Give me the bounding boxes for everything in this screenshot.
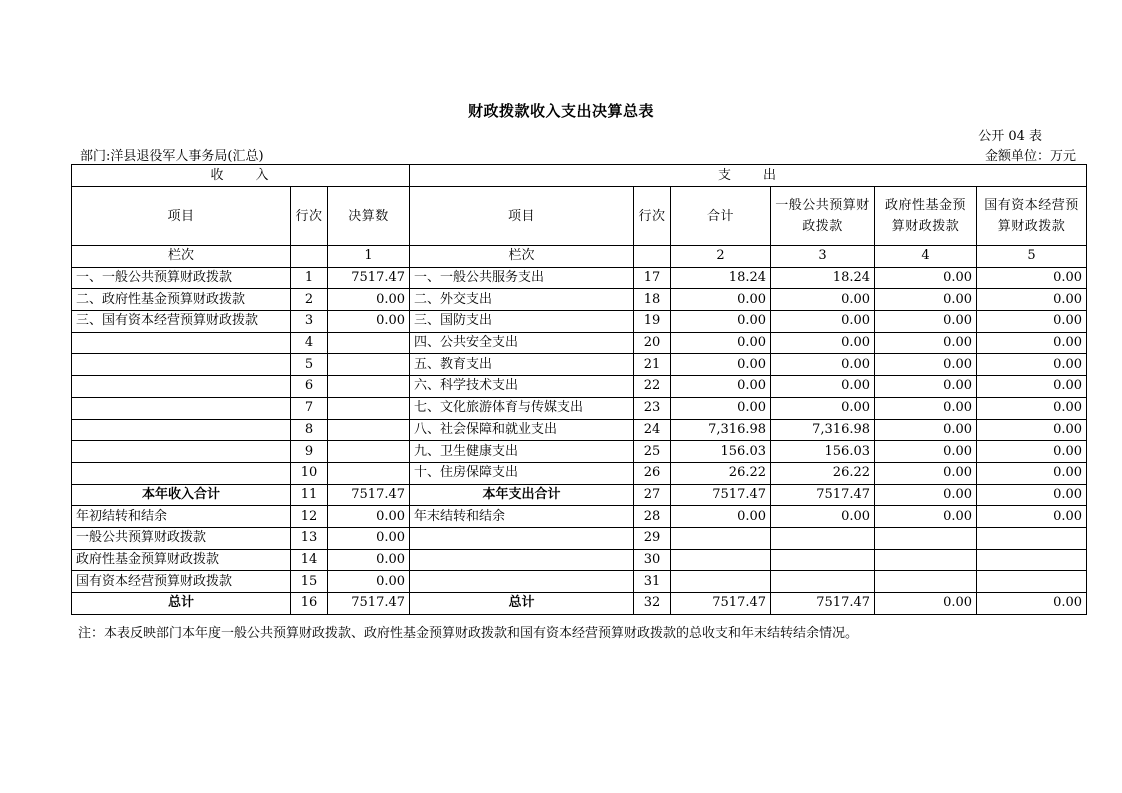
table-row [72,289,1087,311]
expense-line-no-cell: 31 [634,571,671,593]
expense-item-cell: 总计 [410,593,634,615]
total-cell: 0.00 [671,376,771,398]
income-item-cell: 一、一般公共预算财政拨款 [72,267,291,289]
gov-fund-cell: 0.00 [875,441,977,463]
general-budget-cell: 0.00 [771,354,875,376]
table-row [72,419,1087,441]
expense-line-no-header: 行次 [634,187,671,246]
total-cell: 0.00 [671,332,771,354]
income-amount-header: 决算数 [328,187,410,246]
table-row [72,332,1087,354]
expense-section-header: 支 出 [410,165,1087,187]
income-amount-cell [328,332,410,354]
expense-item-cell: 三、国防支出 [410,311,634,333]
expense-item-cell: 一、一般公共服务支出 [410,267,634,289]
expense-line-no-cell: 32 [634,593,671,615]
income-amount-cell [328,419,410,441]
expense-item-cell: 六、科学技术支出 [410,376,634,398]
general-budget-cell: 7,316.98 [771,419,875,441]
gov-fund-cell: 0.00 [875,419,977,441]
form-number: 公开 04 表 [978,129,1042,144]
expense-item-cell: 年末结转和结余 [410,506,634,528]
income-item-cell: 国有资本经营预算财政拨款 [72,571,291,593]
expense-line-no-cell: 24 [634,419,671,441]
income-amount-cell: 0.00 [328,527,410,549]
gov-fund-cell: 0.00 [875,462,977,484]
income-amount-cell [328,462,410,484]
state-capital-cell: 0.00 [977,354,1087,376]
income-line-no-cell: 15 [291,571,328,593]
income-line-no-cell: 10 [291,462,328,484]
total-cell: 7,316.98 [671,419,771,441]
expense-line-no-cell: 30 [634,549,671,571]
income-amount-cell [328,354,410,376]
header-row-columns [72,187,1087,246]
general-budget-cell: 0.00 [771,397,875,419]
state-capital-cell: 0.00 [977,311,1087,333]
income-line-no-cell: 16 [291,593,328,615]
general-budget-cell: 7517.47 [771,593,875,615]
total-cell: 0.00 [671,311,771,333]
gov-fund-cell: 0.00 [875,397,977,419]
gov-fund-cell: 0.00 [875,376,977,398]
gov-fund-cell: 0.00 [875,267,977,289]
gov-fund-cell [875,527,977,549]
unit-label: 金额单位：万元 [984,149,1076,164]
total-cell: 0.00 [671,354,771,376]
total-header: 合计 [671,187,771,246]
income-line-no-header: 行次 [291,187,328,246]
footnote: 注：本表反映部门本年度一般公共预算财政拨款、政府性基金预算财政拨款和国有资本经营预算财政拨款的总收支和年末结转结余情况。 [78,626,859,641]
general-budget-cell: 7517.47 [771,484,875,506]
expense-item-cell [410,527,634,549]
expense-item-cell: 十、住房保障支出 [410,462,634,484]
expense-item-header: 项目 [410,187,634,246]
gov-fund-cell: 0.00 [875,311,977,333]
income-amount-cell: 7517.47 [328,484,410,506]
column-index-row [72,246,1087,268]
total-cell: 156.03 [671,441,771,463]
state-capital-cell [977,571,1087,593]
table-row [72,376,1087,398]
income-item-cell: 二、政府性基金预算财政拨款 [72,289,291,311]
income-line-no-cell: 6 [291,376,328,398]
expense-line-no-cell: 28 [634,506,671,528]
general-budget-cell: 0.00 [771,506,875,528]
table-row [72,549,1087,571]
general-budget-cell: 156.03 [771,441,875,463]
total-cell [671,549,771,571]
table-row [72,267,1087,289]
state-capital-cell: 0.00 [977,441,1087,463]
gov-fund-cell: 0.00 [875,484,977,506]
expense-col-2: 2 [671,246,771,268]
income-line-no-cell: 5 [291,354,328,376]
table-row [72,506,1087,528]
state-capital-cell: 0.00 [977,593,1087,615]
gov-fund-cell: 0.00 [875,506,977,528]
table-row [72,397,1087,419]
income-item-cell: 总计 [72,593,291,615]
income-item-cell: 一般公共预算财政拨款 [72,527,291,549]
expense-item-cell [410,571,634,593]
total-cell: 7517.47 [671,593,771,615]
page-title: 财政拨款收入支出决算总表 [467,102,654,120]
expense-item-cell: 二、外交支出 [410,289,634,311]
income-amount-cell: 0.00 [328,549,410,571]
income-item-cell [72,332,291,354]
general-budget-cell: 0.00 [771,376,875,398]
gov-fund-cell [875,549,977,571]
state-capital-cell: 0.00 [977,506,1087,528]
gov-fund-cell: 0.00 [875,289,977,311]
state-capital-header: 国有资本经营预算财政拨款 [977,187,1087,246]
income-lanci-blank [291,246,328,268]
income-item-cell: 年初结转和结余 [72,506,291,528]
department-label: 部门:洋县退役军人事务局(汇总) [80,149,264,164]
income-line-no-cell: 9 [291,441,328,463]
income-item-cell [72,376,291,398]
income-item-cell [72,462,291,484]
expense-item-cell: 九、卫生健康支出 [410,441,634,463]
income-col-1: 1 [328,246,410,268]
general-budget-cell: 18.24 [771,267,875,289]
total-cell [671,571,771,593]
total-cell: 7517.47 [671,484,771,506]
total-cell: 0.00 [671,506,771,528]
gov-fund-header: 政府性基金预算财政拨款 [875,187,977,246]
expense-item-cell: 本年支出合计 [410,484,634,506]
income-line-no-cell: 2 [291,289,328,311]
income-amount-cell [328,441,410,463]
table-row [72,527,1087,549]
income-item-header: 项目 [72,187,291,246]
expense-col-4: 4 [875,246,977,268]
state-capital-cell [977,527,1087,549]
income-line-no-cell: 13 [291,527,328,549]
income-item-cell [72,354,291,376]
income-amount-cell: 0.00 [328,506,410,528]
state-capital-cell: 0.00 [977,484,1087,506]
income-item-cell: 本年收入合计 [72,484,291,506]
general-budget-cell: 26.22 [771,462,875,484]
state-capital-cell: 0.00 [977,397,1087,419]
table-row [72,462,1087,484]
total-cell: 0.00 [671,397,771,419]
table-row [72,311,1087,333]
income-line-no-cell: 3 [291,311,328,333]
total-cell: 0.00 [671,289,771,311]
income-amount-cell: 0.00 [328,289,410,311]
expense-col-5: 5 [977,246,1087,268]
gov-fund-cell: 0.00 [875,593,977,615]
state-capital-cell: 0.00 [977,332,1087,354]
income-line-no-cell: 4 [291,332,328,354]
income-amount-cell: 0.00 [328,311,410,333]
table-row [72,441,1087,463]
general-budget-cell [771,527,875,549]
general-budget-cell [771,549,875,571]
expense-lanci-blank [634,246,671,268]
expense-lanci-label: 栏次 [410,246,634,268]
expense-line-no-cell: 27 [634,484,671,506]
income-item-cell: 三、国有资本经营预算财政拨款 [72,311,291,333]
expense-line-no-cell: 18 [634,289,671,311]
general-budget-header: 一般公共预算财政拨款 [771,187,875,246]
income-item-cell: 政府性基金预算财政拨款 [72,549,291,571]
state-capital-cell: 0.00 [977,267,1087,289]
income-lanci-label: 栏次 [72,246,291,268]
state-capital-cell [977,549,1087,571]
expense-col-3: 3 [771,246,875,268]
table-row [72,571,1087,593]
state-capital-cell: 0.00 [977,419,1087,441]
table-row [72,354,1087,376]
income-amount-cell [328,376,410,398]
income-line-no-cell: 8 [291,419,328,441]
expense-line-no-cell: 25 [634,441,671,463]
table-row [72,484,1087,506]
expense-item-cell: 四、公共安全支出 [410,332,634,354]
expense-item-cell: 五、教育支出 [410,354,634,376]
header-row-sections [72,165,1087,187]
expense-line-no-cell: 17 [634,267,671,289]
general-budget-cell [771,571,875,593]
income-line-no-cell: 1 [291,267,328,289]
expense-line-no-cell: 29 [634,527,671,549]
expense-line-no-cell: 20 [634,332,671,354]
general-budget-cell: 0.00 [771,311,875,333]
expense-line-no-cell: 23 [634,397,671,419]
state-capital-cell: 0.00 [977,462,1087,484]
total-cell [671,527,771,549]
income-amount-cell: 0.00 [328,571,410,593]
expense-line-no-cell: 21 [634,354,671,376]
table-row [72,593,1087,615]
income-amount-cell: 7517.47 [328,267,410,289]
state-capital-cell: 0.00 [977,289,1087,311]
income-amount-cell [328,397,410,419]
income-section-header: 收 入 [72,165,410,187]
income-line-no-cell: 11 [291,484,328,506]
gov-fund-cell: 0.00 [875,332,977,354]
expense-line-no-cell: 19 [634,311,671,333]
gov-fund-cell [875,571,977,593]
total-cell: 18.24 [671,267,771,289]
general-budget-cell: 0.00 [771,289,875,311]
expense-item-cell: 七、文化旅游体育与传媒支出 [410,397,634,419]
expense-item-cell [410,549,634,571]
income-item-cell [72,419,291,441]
income-item-cell [72,397,291,419]
general-budget-cell: 0.00 [771,332,875,354]
income-line-no-cell: 7 [291,397,328,419]
total-cell: 26.22 [671,462,771,484]
expense-line-no-cell: 22 [634,376,671,398]
income-amount-cell: 7517.47 [328,593,410,615]
income-line-no-cell: 12 [291,506,328,528]
expense-item-cell: 八、社会保障和就业支出 [410,419,634,441]
income-item-cell [72,441,291,463]
budget-summary-table [71,164,1087,615]
state-capital-cell: 0.00 [977,376,1087,398]
expense-line-no-cell: 26 [634,462,671,484]
income-line-no-cell: 14 [291,549,328,571]
gov-fund-cell: 0.00 [875,354,977,376]
